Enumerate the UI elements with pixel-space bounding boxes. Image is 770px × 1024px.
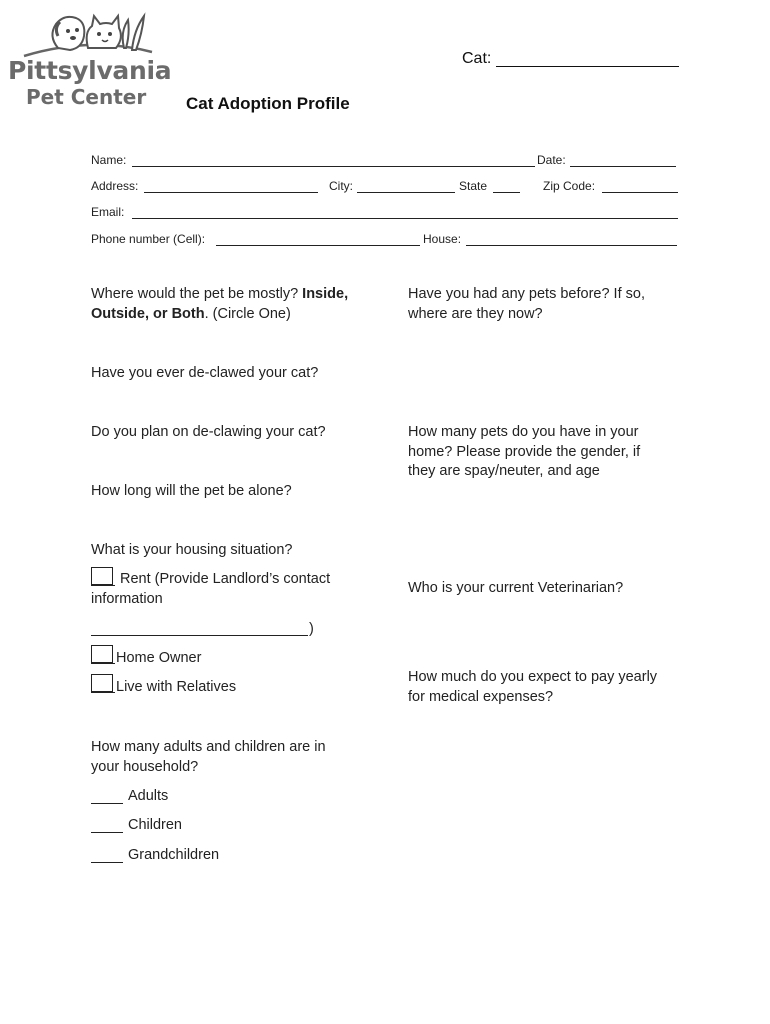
- house-label: House:: [423, 232, 462, 246]
- q1-circle-one: . (Circle One): [204, 305, 291, 322]
- city-label: City:: [329, 179, 353, 193]
- page-title: Cat Adoption Profile: [186, 94, 350, 113]
- relatives-underline: [91, 692, 115, 693]
- cat-field[interactable]: [496, 66, 679, 67]
- question-declawed: Have you ever de-clawed your cat?: [91, 365, 319, 381]
- question-medical-expenses: [408, 668, 657, 707]
- question-veterinarian: Who is your current Veterinarian?: [408, 580, 624, 596]
- grandchildren-field[interactable]: [91, 862, 123, 863]
- question-housing: What is your housing situation?: [91, 542, 293, 558]
- q1-bold-outside: Outside, or Both: [91, 305, 205, 322]
- email-field[interactable]: [132, 218, 678, 219]
- current-pets-line2: home? Please provide the gender, if: [408, 443, 641, 460]
- pets-logo-icon: [20, 6, 155, 58]
- state-field[interactable]: [493, 192, 520, 193]
- name-label: Name:: [91, 153, 127, 167]
- date-label: Date:: [537, 153, 566, 167]
- rent-close-paren: ): [309, 621, 314, 637]
- current-pets-line1: How many pets do you have in your: [408, 424, 639, 440]
- rent-checkbox[interactable]: [91, 567, 113, 585]
- name-field[interactable]: [132, 166, 535, 167]
- logo-subtitle: Pet Center: [26, 85, 147, 109]
- rent-checkbox-underline: [91, 585, 115, 586]
- medical-line2: for medical expenses?: [408, 688, 554, 705]
- household-line2: your household?: [91, 758, 199, 775]
- previous-pets-line1: Have you had any pets before? If so,: [408, 286, 645, 302]
- children-label: Children: [128, 817, 182, 833]
- phone-field[interactable]: [216, 245, 420, 246]
- children-field[interactable]: [91, 832, 123, 833]
- relatives-checkbox[interactable]: [91, 674, 113, 692]
- home-owner-checkbox[interactable]: [91, 645, 113, 663]
- home-owner-underline: [91, 663, 115, 664]
- q1-text: Where would the pet be mostly?: [91, 286, 303, 302]
- cat-label: Cat:: [462, 50, 492, 67]
- question-current-pets: [408, 423, 640, 482]
- adults-label: Adults: [128, 788, 169, 804]
- address-label: Address:: [91, 179, 139, 193]
- question-pet-location: [91, 285, 391, 324]
- address-field[interactable]: [144, 192, 318, 193]
- household-line1: How many adults and children are in: [91, 739, 326, 755]
- current-pets-line3: they are spay/neuter, and age: [408, 463, 600, 479]
- question-previous-pets: [408, 285, 645, 324]
- medical-line1: How much do you expect to pay yearly: [408, 669, 658, 685]
- date-field[interactable]: [570, 166, 676, 167]
- relatives-label: Live with Relatives: [116, 679, 237, 695]
- question-household: [91, 738, 326, 777]
- logo: [0, 0, 180, 115]
- house-field[interactable]: [466, 245, 677, 246]
- state-label: State: [459, 179, 488, 193]
- question-plan-declaw: Do you plan on de-clawing your cat?: [91, 424, 326, 440]
- previous-pets-line2: where are they now?: [408, 305, 543, 322]
- email-label: Email:: [91, 205, 125, 219]
- q1-bold-inside: Inside,: [302, 286, 349, 302]
- zip-field[interactable]: [602, 192, 678, 193]
- city-field[interactable]: [357, 192, 455, 193]
- adults-field[interactable]: [91, 803, 123, 804]
- logo-title: Pittsylvania: [8, 56, 172, 85]
- rent-label-line2: information: [91, 591, 163, 607]
- zip-label: Zip Code:: [543, 179, 596, 193]
- home-owner-label: Home Owner: [116, 650, 202, 666]
- phone-label: Phone number (Cell):: [91, 232, 206, 246]
- grandchildren-label: Grandchildren: [128, 847, 220, 863]
- rent-label: Rent (Provide Landlord’s contact: [120, 571, 331, 587]
- landlord-contact-field[interactable]: [91, 635, 308, 636]
- question-alone-time: How long will the pet be alone?: [91, 483, 292, 499]
